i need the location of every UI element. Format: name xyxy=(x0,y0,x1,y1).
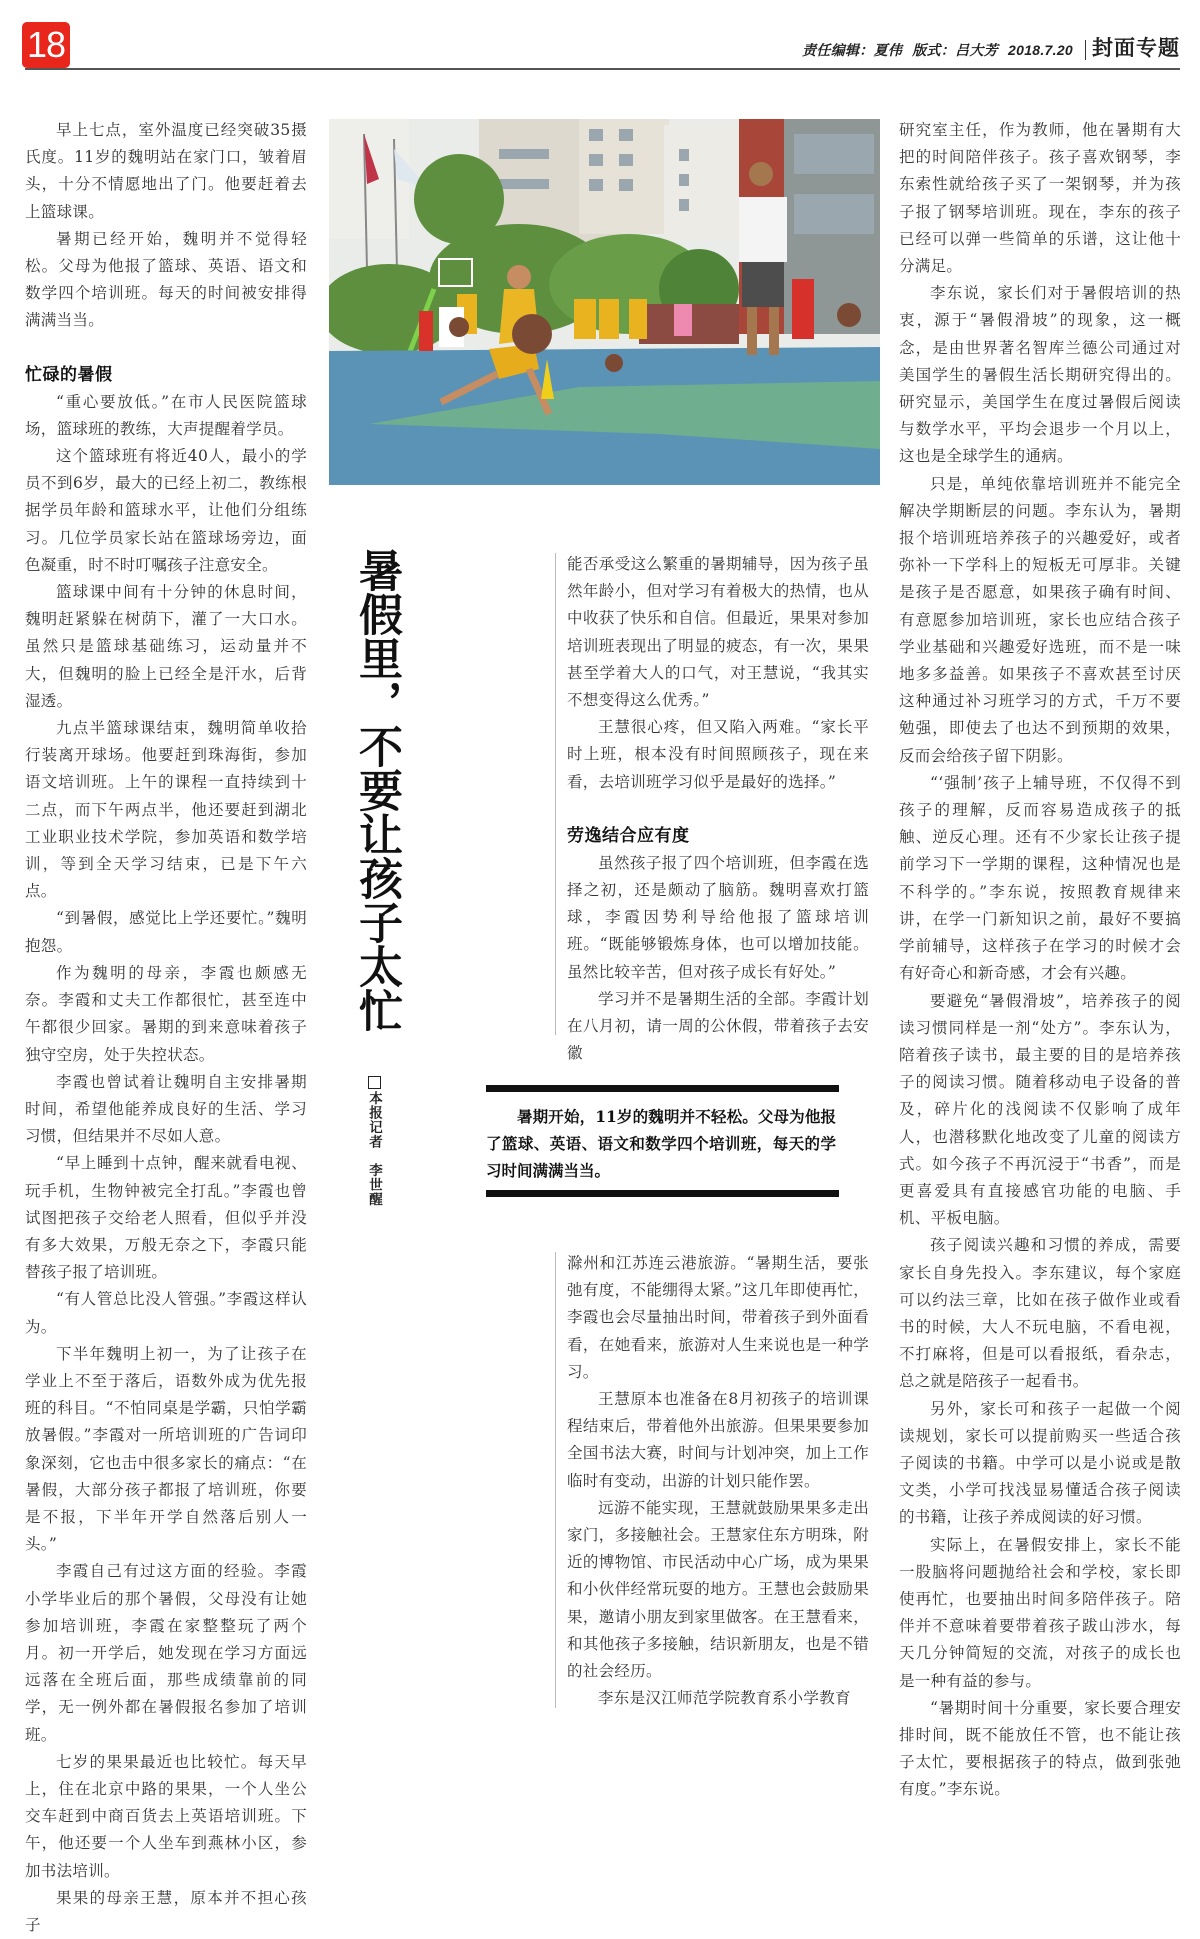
article-paragraph: 只是，单纯依靠培训班并不能完全解决学期断层的问题。李东认为，暑期报个培训班培养孩子的兴趣爱好，或者弥补一下学科上的短板无可厚非。关键是孩子是否愿意，如果孩子确有时间、有意愿参加培训班，家长也应结合孩子学业基础和兴趣爱好选班，而不是一味地多多益善。如果孩子不喜欢甚至讨厌这种通过补习班学习的方式，千万不要勉强，即使去了也达不到预期的效果，反而会给孩子留下阴影。 xyxy=(899,474,1181,765)
article-paragraph: 要避免“暑假滑坡”，培养孩子的阅读习惯同样是一剂“处方”。李东认为，陪着孩子读书，最主要的目的是培养孩子的阅读习惯。随着移动电子设备的普及，碎片化的浅阅读不仅影响了成年人，也潜移默化地改变了儿童的阅读方式。如今孩子不再沉浸于“书香”，而是更喜爱具有直接感官功能的电脑、手机、平板电脑。 xyxy=(899,991,1181,1228)
byline xyxy=(362,1076,384,1207)
article-paragraph: 九点半篮球课结束，魏明简单收拾行装离开球场。他要赶到珠海街，参加语文培训班。上午的课程一直持续到十二点，而下午两点半，他还要赶到湖北工业职业技术学院，参加英语和数学培训，等到全天学习结束，已是下午六点。 xyxy=(25,719,307,901)
article-paragraph: 虽然孩子报了四个培训班，但李霞在选择之初，还是颇动了脑筋。魏明喜欢打篮球，李霞因势利导给他报了篮球培训班。“既能够锻炼身体，也可以增加技能。虽然比较辛苦，但对孩子成长有好处。” xyxy=(567,853,869,981)
article-paragraph: “重心要放低。”在市人民医院篮球场，篮球班的教练，大声提醒着学员。 xyxy=(25,392,307,438)
article-paragraph: 这个篮球班有将近40人，最小的学员不到6岁，最大的已经上初二，教练根据学员年龄和篮球水平，让他们分组练习。几位学员家长站在篮球场旁边，面色凝重，时不时叮嘱孩子注意安全。 xyxy=(25,447,307,574)
pull-quote-bottom-bar xyxy=(486,1190,839,1197)
header-divider xyxy=(1085,40,1086,60)
article-paragraph: 篮球课中间有十分钟的休息时间，魏明赶紧躲在树荫下，灌了一大口水。虽然只是篮球基础练习，运动量并不大，但魏明的脸上已经全是汗水，后背湿透。 xyxy=(25,583,307,710)
article-paragraph: 学习并不是暑期生活的全部。李霞计划在八月初，请一周的公休假，带着孩子去安徽 xyxy=(567,989,869,1063)
column-divider xyxy=(555,1252,556,1708)
left-column xyxy=(25,117,307,1939)
pull-quote xyxy=(486,1103,836,1184)
middle-column-top xyxy=(567,551,869,1067)
section-heading: 忙碌的暑假 xyxy=(25,364,113,385)
article-paragraph: 暑期已经开始，魏明并不觉得轻松。父母为他报了篮球、英语、语文和数学四个培训班。每天的时间被安排得满满当当。 xyxy=(25,229,307,330)
right-column xyxy=(899,117,1181,1804)
byline-name: 李世醒 xyxy=(366,1163,382,1207)
article-title: 暑假里，不要让孩子太忙 xyxy=(351,548,402,1032)
article-paragraph: 远游不能实现，王慧就鼓励果果多走出家门，多接触社会。王慧家住东方明珠，附近的博物馆、市民活动中心广场，成为果果和小伙伴经常玩耍的地方。王慧也会鼓励果果，邀请小朋友到家里做客。在王慧看来，和其他孩子多接触，结识新朋友，也是不错的社会经历。 xyxy=(567,1498,869,1681)
photo-basketball xyxy=(512,314,552,354)
section-heading: 劳逸结合应有度 xyxy=(567,825,690,846)
article-paragraph: “有人管总比没人管强。”李霞这样认为。 xyxy=(25,1290,307,1336)
column-divider xyxy=(555,553,556,1035)
article-paragraph: “‘强制’孩子上辅导班，不仅得不到孩子的理解，反而容易造成孩子的抵触、逆反心理。还有不少家长让孩子提前学习下一学期的课程，这种情况也是不科学的。”李东说，按照教育规律来讲，在学一门新知识之前，最好不要搞学前辅导，这样孩子在学习的时候才会有好奇心和新奇感，才会有兴趣。 xyxy=(899,773,1181,983)
article-paragraph: 果果的母亲王慧，原本并不担心孩子 xyxy=(25,1888,307,1934)
article-paragraph: 作为魏明的母亲，李霞也颇感无奈。李霞和丈夫工作都很忙，甚至连中午都很少回家。暑期的到来意味着孩子独守空房，处于失控状态。 xyxy=(25,963,307,1064)
byline-prefix: 本报记者 xyxy=(366,1091,382,1149)
pull-quote-top-bar xyxy=(486,1085,839,1092)
section-name: 封面专题 xyxy=(1092,37,1180,60)
article-paragraph: 李东是汉江师范学院教育系小学教育 xyxy=(598,1689,851,1708)
issue-date: 2018.7.20 xyxy=(1008,42,1073,58)
pull-quote-text: 暑期开始，11岁的魏明并不轻松。父母为他报了篮球、英语、语文和数学四个培训班，每天的学习时间满满当当。 xyxy=(486,1107,836,1180)
header-rule xyxy=(25,68,1180,70)
article-paragraph: 另外，家长可和孩子一起做一个阅读规划，家长可以提前购买一些适合孩子阅读的书籍。中学可以是小说或是散文类，小学可找浅显易懂适合孩子阅读的书籍，让孩子养成阅读的好习惯。 xyxy=(899,1399,1181,1527)
page-header xyxy=(792,38,1180,60)
article-paragraph: 孩子阅读兴趣和习惯的养成，需要家长自身先投入。李东建议，每个家庭可以约法三章，比如在孩子做作业或看书的时候，大人不玩电脑，不看电视，不打麻将，但是可以看报纸，看杂志，总之就是陪孩子一起看书。 xyxy=(899,1236,1181,1391)
article-paragraph: 王慧原本也准备在8月初孩子的培训课程结束后，带着他外出旅游。但果果要参加全国书法大赛，时间与计划冲突，加上工作临时有变动，出游的计划只能作罢。 xyxy=(567,1390,869,1490)
article-paragraph: “暑期时间十分重要，家长要合理安排时间，既不能放任不管，也不能让孩子太忙，要根据孩子的特点，做到张弛有度。”李东说。 xyxy=(899,1698,1181,1799)
article-paragraph: 李霞也曾试着让魏明自主安排暑期时间，希望他能养成良好的生活、学习习惯，但结果并不尽如人意。 xyxy=(25,1072,307,1146)
middle-column-bottom xyxy=(567,1250,869,1712)
article-paragraph: “到暑假，感觉比上学还要忙。”魏明抱怨。 xyxy=(25,909,307,955)
credits xyxy=(792,40,1073,60)
byline-box-icon xyxy=(368,1076,381,1089)
article-paragraph: 下半年魏明上初一，为了让孩子在学业上不至于落后，语数外成为优先报班的科目。“不怕同桌是学霸，只怕学霸放暑假。”李霞对一所培训班的广告词印象深刻，它也击中很多家长的痛点：“在暑假，大部分孩子都报了培训班，你要是不报，下半年开学自然落后别人一头。” xyxy=(25,1344,307,1554)
article-paragraph: 早上七点，室外温度已经突破35摄氏度。11岁的魏明站在家门口，皱着眉头，十分不情愿地出了门。他要赶着去上篮球课。 xyxy=(25,121,307,221)
article-paragraph: 能否承受这么繁重的暑期辅导，因为孩子虽然年龄小，但对学习有着极大的热情，也从中收获了快乐和自信。但最近，果果对参加培训班表现出了明显的疲态，有一次，果果甚至学着大人的口气，对王慧说，“我其实不想变得这么优秀。” xyxy=(567,555,869,710)
editor-credit: 责任编辑：夏伟 xyxy=(802,42,903,58)
article-paragraph: 李东说，家长们对于暑假培训的热衷，源于“暑假滑坡”的现象，这一概念，是由世界著名智库兰德公司通过对美国学生的暑假生活长期研究得出的。研究显示，美国学生在度过暑假后阅读与数学水平，平均会退步一个月以上，这也是全球学生的通病。 xyxy=(899,284,1181,466)
basketball-training-photo xyxy=(329,119,880,485)
article-paragraph: 七岁的果果最近也比较忙。每天早上，住在北京中路的果果，一个人坐公交车赶到中商百货去上英语培训班。下午，他还要一个人坐车到燕林小区，参加书法培训。 xyxy=(25,1752,307,1880)
layout-credit: 版式：吕大芳 xyxy=(912,42,999,58)
page-number-badge: 18 xyxy=(22,22,70,68)
article-paragraph: 王慧很心疼，但又陷入两难。“家长平时上班，根本没有时间照顾孩子，现在来看，去培训班学习似乎是最好的选择。” xyxy=(567,718,869,791)
article-paragraph: 实际上，在暑假安排上，家长不能一股脑将问题抛给社会和学校，家长即使再忙，也要抽出时间多陪伴孩子。陪伴并不意味着要带着孩子跋山涉水，每天几分钟简短的交流，对孩子的成长也是一种有益的参与。 xyxy=(899,1535,1181,1690)
article-paragraph: 李霞自己有过这方面的经验。李霞小学毕业后的那个暑假，父母没有让她参加培训班，李霞在家整整玩了两个月。初一开学后，她发现在学习方面远远落在全班后面，那些成绩靠前的同学，无一例外都在暑假报名参加了培训班。 xyxy=(25,1562,307,1744)
article-paragraph: 滁州和江苏连云港旅游。“暑期生活，要张弛有度，不能绷得太紧。”这几年即使再忙，李霞也会尽量抽出时间，带着孩子到外面看看，在她看来，旅游对人生来说也是一种学习。 xyxy=(567,1254,869,1381)
article-paragraph: 研究室主任，作为教师，他在暑期有大把的时间陪伴孩子。孩子喜欢钢琴，李东索性就给孩子买了一架钢琴，并为孩子报了钢琴培训班。现在，李东的孩子已经可以弹一些简单的乐谱，这让他十分满足。 xyxy=(899,121,1181,276)
article-paragraph: “早上睡到十点钟，醒来就看电视、玩手机，生物钟被完全打乱。”李霞也曾试图把孩子交给老人照看，但似乎并没有多大效果，万般无奈之下，李霞只能替孩子报了培训班。 xyxy=(25,1154,307,1282)
